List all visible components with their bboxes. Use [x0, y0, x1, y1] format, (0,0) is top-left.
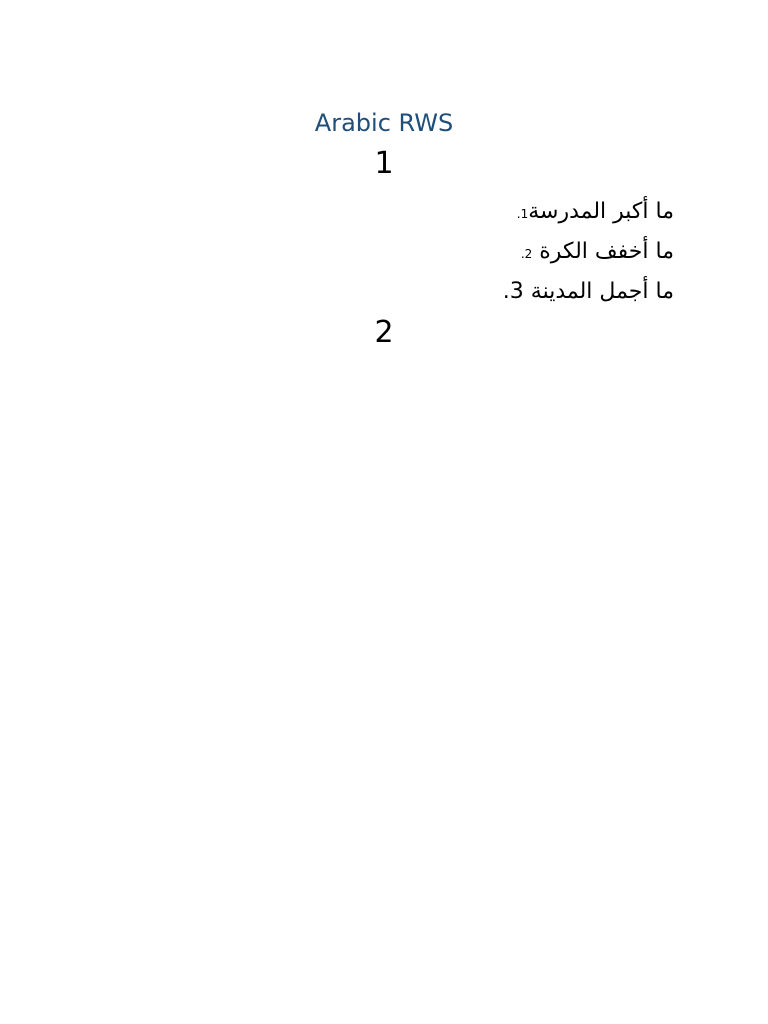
section-number-1: 1	[374, 146, 394, 181]
question-item-1	[274, 192, 674, 232]
section-number-2: 2	[374, 315, 394, 350]
question-marker-1: 1.	[516, 207, 529, 221]
document-title: Arabic RWS	[314, 109, 454, 137]
question-item-3	[274, 272, 674, 312]
question-text-2: ما أخفف الكرة	[539, 239, 674, 264]
question-marker-2: 2.	[520, 247, 533, 261]
question-text-1: ما أكبر المدرسة	[528, 199, 674, 224]
question-marker-3: 3.	[502, 279, 524, 304]
question-list	[274, 192, 674, 312]
question-item-2	[274, 232, 674, 272]
question-text-3: ما أجمل المدينة	[530, 279, 674, 304]
